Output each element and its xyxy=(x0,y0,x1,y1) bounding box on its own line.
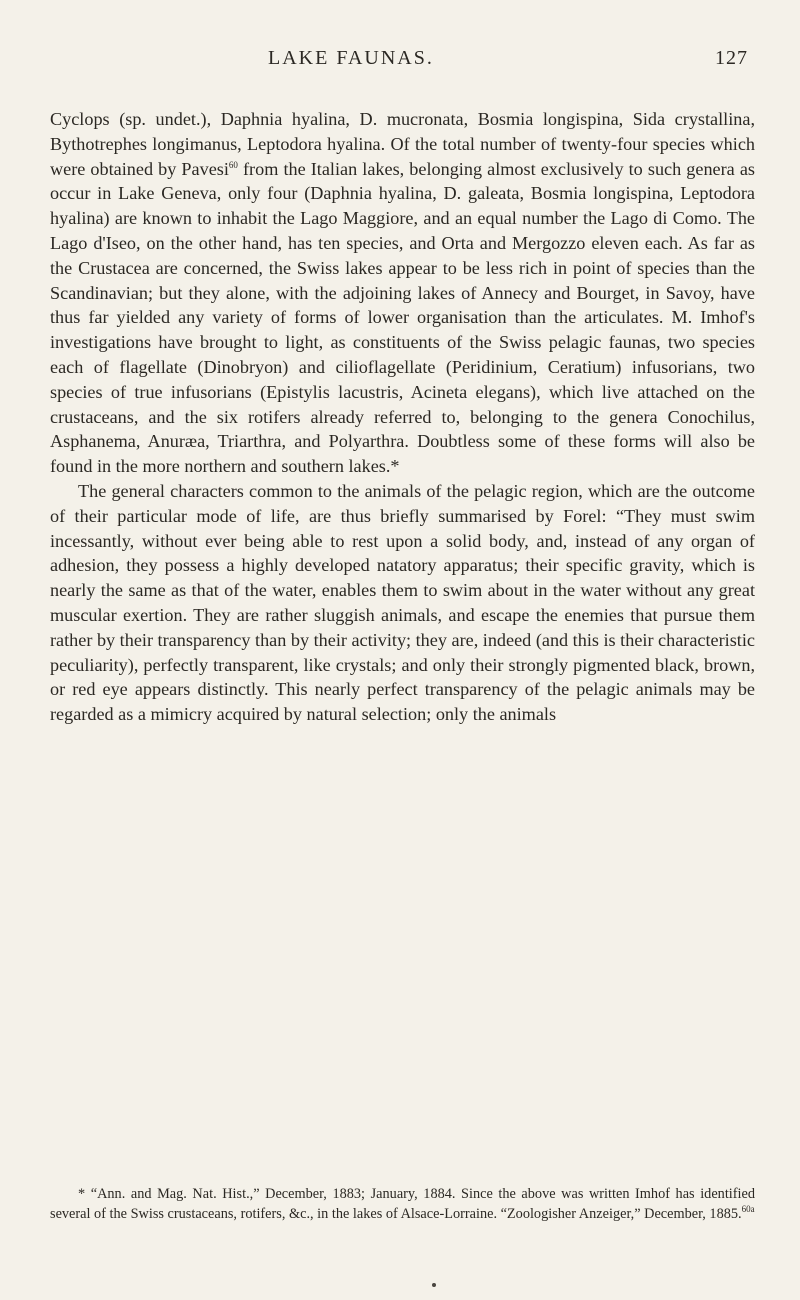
paragraph-1-text: Cyclops (sp. undet.), Daphnia hyalina, D. mucronata, Bosmia longispina, Sida crystallina, Bythotrephes longimanus, Leptodora hyalina. Of the total number of twenty-four species which were obtained by Pavesi xyxy=(50,109,755,179)
page-number: 127 xyxy=(715,47,748,69)
main-text xyxy=(50,107,755,727)
paragraph-1-continuation: from the Italian lakes, belonging almost exclusively to such genera as occur in Lake Geneva, only four (Daphnia hyalina, D. galeata, Bosmia longispina, Leptodora hyalina) are known to inhabit the Lago Maggiore, and an equal number the Lago di Como. The Lago d'Iseo, on the other hand, has ten species, and Orta and Mergozzo eleven each. As far as the Crustacea are concerned, the Swiss lakes appear to be less rich in point of species than the Scandinavian; but they alone, with the adjoining lakes of Annecy and Bourget, in Savoy, have thus far yielded any variety of forms of lower organisation than the articulates. M. Imhof's investigations have brought to light, as constituents of the Swiss pelagic faunas, two species each of flagellate (Dinobryon) and cilioflagellate (Peridinium, Ceratium) infusorians, two species of true infusorians (Epistylis lacustris, Acineta elegans), which live attached on the crustaceans, and the six rotifers already referred to, belonging to the genera Conochilus, Asphanema, Anuræa, Triarthra, and Polyarthra. Doubtless some of these forms will also be found in the more northern and southern lakes.* xyxy=(50,158,755,477)
citation-60: 60 xyxy=(228,159,238,170)
footnote-body: * “Ann. and Mag. Nat. Hist.,” December, 1883; January, 1884. Since the above was written Imhof has identified several of the Swiss crustaceans, rotifers, &c., in the lakes of Alsace-Lorraine. “Zoologisher Anzeiger,” December, 1885. xyxy=(50,1186,755,1222)
footnote-text xyxy=(50,1184,755,1224)
paragraph-2: The general characters common to the animals of the pelagic region, which are the outcome of their particular mode of life, are thus briefly summarised by Forel: “They must swim incessantly, without ever being able to rest upon a solid body, and, instead of any organ of adhesion, they possess a highly developed natatory apparatus; their specific gravity, which is nearly the same as that of the water, enables them to swim about in the water without any great muscular exertion. They are rather sluggish animals, and escape the enemies that pursue them rather by their transparency than by their activity; they are, indeed (and this is their characteristic peculiarity), perfectly transparent, like crystals; and only their strongly pigmented black, brown, or red eye appears distinctly. This nearly perfect transparency of the pelagic animals may be regarded as a mimicry acquired by natural selection; only the animals xyxy=(50,480,755,725)
footnote-citation: 60a xyxy=(741,1204,755,1215)
running-head: LAKE FAUNAS. xyxy=(268,47,434,69)
footnote xyxy=(50,1184,755,1224)
paragraph-continued xyxy=(50,107,755,479)
printer-mark xyxy=(432,1283,436,1287)
page-header xyxy=(0,47,800,77)
